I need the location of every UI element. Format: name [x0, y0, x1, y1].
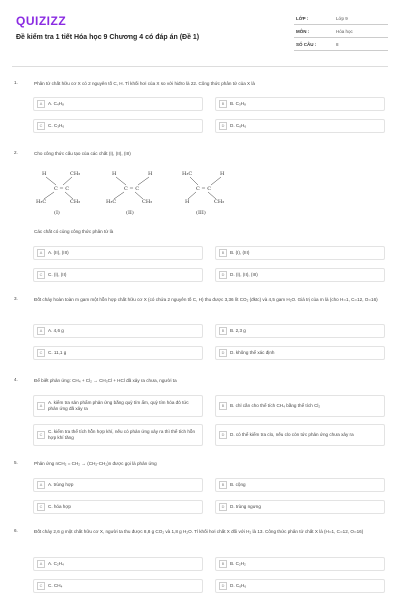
- bond-line: [208, 192, 216, 199]
- bond-line: [65, 192, 73, 199]
- q3-option-d[interactable]: D D. không thể xác định: [215, 346, 385, 360]
- info-label-count: SỐ CÂU :: [294, 38, 334, 51]
- atom-label: H: [112, 171, 117, 177]
- structure-label-1: (I): [54, 210, 60, 216]
- question-number: 5.: [14, 460, 18, 465]
- atom-label: C = C: [196, 186, 212, 192]
- info-value-count: 8: [334, 38, 388, 51]
- q3-option-c[interactable]: C C. 11,1 g: [33, 346, 203, 360]
- atom-label: H: [148, 171, 153, 177]
- question-text: Phản ứng nCH₂ = CH₂ → (CH₂-CH₂)n được gọi là phản ứng: [34, 461, 157, 466]
- info-label-subject: MÔN :: [294, 25, 334, 38]
- question-text: Phân tử chất hữu cơ X có 2 nguyên tố C, H. Tỉ khối hơi của X so với hiđro là 22. Công thức phân tử của X là: [34, 81, 255, 86]
- q2-option-a[interactable]: A A. (II), (III): [33, 246, 203, 260]
- q1-option-c[interactable]: C C. C₃H₆: [33, 119, 203, 133]
- question-text: Để biết phản ứng: CH₄ + Cl₂ → CH₃Cl + HCl đã xảy ra chưa, người ta: [34, 378, 177, 383]
- atom-label: CH₃: [142, 199, 153, 205]
- structure-label-3: (III): [196, 210, 206, 216]
- info-value-class: Lớp 9: [334, 12, 388, 25]
- bond-line: [211, 177, 221, 185]
- q3-option-a[interactable]: A A. 4,6 g: [33, 324, 203, 338]
- bond-line: [63, 177, 72, 185]
- header-divider: [12, 66, 388, 67]
- bond-line: [138, 177, 149, 185]
- atom-label: CH₃: [70, 199, 81, 205]
- question-number: 1.: [14, 80, 18, 85]
- atom-label: H₃C: [36, 199, 47, 205]
- q4-option-c[interactable]: C C. kiểm tra thể tích hỗn hợp khí, nếu có phản ứng xảy ra thì thể tích hỗn hợp khí tăng: [33, 424, 203, 446]
- question-number: 4.: [14, 377, 18, 382]
- structural-formulas-figure: [30, 168, 290, 218]
- structure-label-2: (II): [126, 210, 134, 216]
- atom-label: H: [185, 199, 190, 205]
- info-value-subject: Hóa học: [334, 25, 388, 38]
- atom-label: CH₃: [214, 199, 225, 205]
- page-title: Đề kiểm tra 1 tiết Hóa học 9 Chương 4 có đáp án (Đề 1): [16, 34, 200, 41]
- question-text: Đốt cháy 2,6 g một chất hữu cơ X, người ta thu được 8,8 g CO₂ và 1,8 g H₂O. Tỉ khối hơi chất X đối với H₂ là 13. Công thức phân tử chất X là (H=1, C=12, O=16): [34, 529, 364, 534]
- q5-option-b[interactable]: B B. cộng: [215, 478, 385, 492]
- bond-line: [135, 192, 143, 199]
- structural-formulas-svg: [30, 168, 290, 218]
- q6-option-a[interactable]: A A. C₂H₄: [33, 557, 203, 571]
- atom-label: H₃C: [182, 171, 193, 177]
- q5-option-c[interactable]: C C. hóa hợp: [33, 500, 203, 514]
- question-number: 3.: [14, 296, 18, 301]
- bond-line: [188, 192, 196, 199]
- question-number: 6.: [14, 528, 18, 533]
- q3-option-b[interactable]: B B. 2,3 g: [215, 324, 385, 338]
- q4-option-d[interactable]: D D. có thể kiểm tra clo, nếu clo còn tức phản ứng chưa xảy ra: [215, 424, 385, 446]
- q4-option-b[interactable]: B B. chỉ cần cho thể tích CH₄ bằng thể tích Cl₂: [215, 395, 385, 417]
- q2-option-c[interactable]: C C. (I), (II): [33, 268, 203, 282]
- quizizz-logo: QUIZIZZ: [16, 14, 67, 28]
- q5-option-a[interactable]: A A. trùng hợp: [33, 478, 203, 492]
- atom-label: CH₃: [70, 171, 81, 177]
- atom-label: H: [42, 171, 47, 177]
- question-number: 2.: [14, 150, 18, 155]
- question-text: Cho công thức cấu tạo của các chất (I), (II), (III): [34, 151, 131, 156]
- bond-line: [114, 192, 124, 199]
- atom-label: C = C: [54, 186, 70, 192]
- q2-option-d[interactable]: D D. (I), (II), (III): [215, 268, 385, 282]
- question-subtext: Các chất có cùng công thức phân tử là: [34, 229, 114, 234]
- q2-option-b[interactable]: B B. (I), (III): [215, 246, 385, 260]
- q1-option-d[interactable]: D D. C₆H₆: [215, 119, 385, 133]
- q4-option-a[interactable]: A A. kiểm tra sản phẩm phản ứng bằng quỳ tím ẩm, quỳ tím hóa đỏ tức phản ứng đã xảy ra: [33, 395, 203, 417]
- bond-line: [190, 177, 198, 185]
- q5-option-d[interactable]: D D. trùng ngưng: [215, 500, 385, 514]
- atom-label: H₃C: [106, 199, 117, 205]
- info-table: [294, 12, 388, 51]
- atom-label: H: [220, 171, 225, 177]
- info-label-class: LỚP :: [294, 12, 334, 25]
- bond-line: [44, 192, 54, 199]
- atom-label: C = C: [124, 186, 140, 192]
- q6-option-b[interactable]: B B. C₂H₂: [215, 557, 385, 571]
- q1-option-b[interactable]: B B. C₃H₈: [215, 97, 385, 111]
- q1-option-a[interactable]: A A. C₄H₈: [33, 97, 203, 111]
- question-text: Đốt cháy hoàn toàn m gam một hỗn hợp chất hữu cơ X (có chứa 2 nguyên tố C, H) thu được 3,36 lít CO₂ (đktc) và 4,5 gam H₂O. Giá trị của m là (cho H=1, C=12, O=16): [34, 297, 378, 302]
- q6-option-c[interactable]: C C. CH₄: [33, 579, 203, 593]
- bond-line: [116, 177, 126, 185]
- bond-line: [46, 177, 56, 185]
- q6-option-d[interactable]: D D. C₆H₆: [215, 579, 385, 593]
